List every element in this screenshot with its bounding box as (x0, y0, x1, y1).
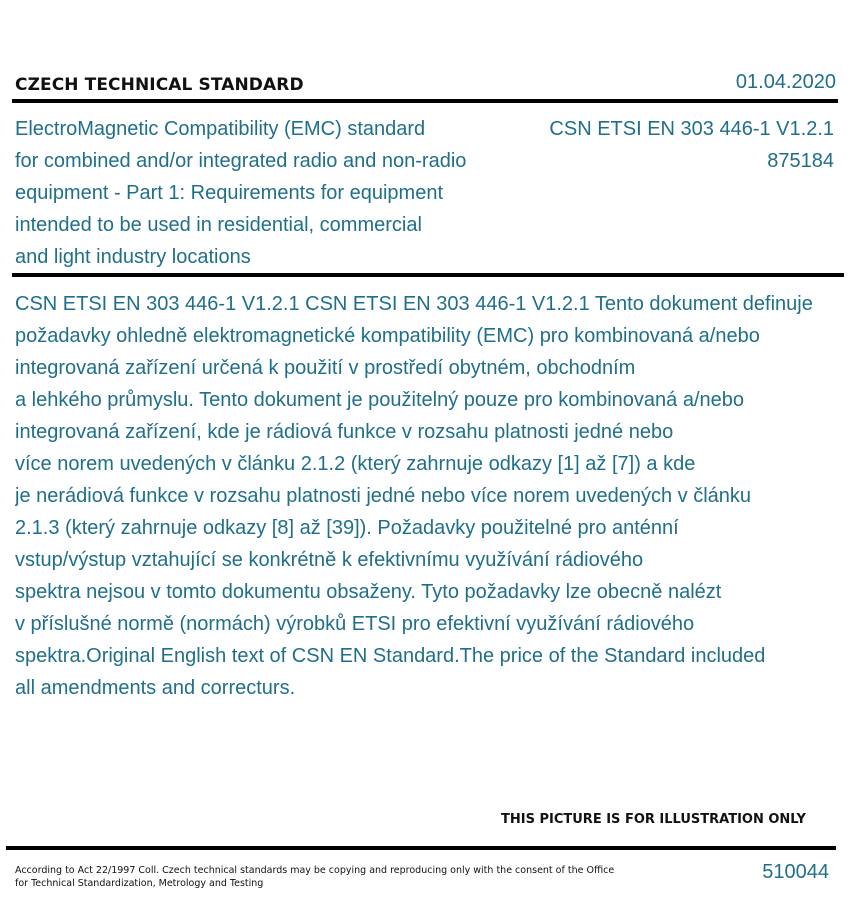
abstract-text (15, 288, 865, 704)
abstract-line: integrovaná zařízení určená k použití v prostředí obytném, obchodním (15, 357, 636, 379)
document-id: 510044 (762, 861, 829, 883)
legal-notice (15, 864, 615, 890)
abstract-line: požadavky ohledně elektromagnetické kompatibility (EMC) pro kombinovaná a/nebo (15, 325, 760, 347)
standard-code: CSN ETSI EN 303 446-1 V1.2.1 (549, 118, 834, 140)
standard-title-line: intended to be used in residential, commercial (15, 214, 422, 236)
standard-title (15, 113, 515, 273)
illustration-disclaimer: THIS PICTURE IS FOR ILLUSTRATION ONLY (501, 812, 806, 827)
standard-title-line: ElectroMagnetic Compatibility (EMC) standard (15, 118, 426, 140)
standard-identifiers (549, 113, 834, 177)
standard-title-line: and light industry locations (15, 246, 251, 268)
abstract-line: spektra.Original English text of CSN EN Standard.The price of the Standard included (15, 645, 766, 667)
standard-title-line: for combined and/or integrated radio and non-radio (15, 150, 467, 172)
abstract-line: all amendments and correcturs. (15, 677, 296, 699)
catalog-number: 875184 (767, 150, 834, 172)
legal-notice-line: According to Act 22/1997 Coll. Czech technical standards may be copying and reproducing only with the consent of the Office (15, 865, 615, 876)
publication-date: 01.04.2020 (735, 71, 836, 93)
abstract-line: v příslušné normě (normách) výrobků ETSI pro efektivní využívání rádiového (15, 613, 695, 635)
document-type-heading: CZECH TECHNICAL STANDARD (15, 75, 304, 95)
abstract-line: spektra nejsou v tomto dokumentu obsaženy. Tyto požadavky lze obecně nalézt (15, 581, 722, 603)
abstract-line: integrovaná zařízení, kde je rádiová funkce v rozsahu platnosti jedné nebo (15, 421, 674, 443)
abstract-line: více norem uvedených v článku 2.1.2 (který zahrnuje odkazy [1] až [7]) a kde (15, 453, 696, 475)
abstract-line: CSN ETSI EN 303 446-1 V1.2.1 CSN ETSI EN 303 446-1 V1.2.1 Tento dokument definuje (15, 293, 813, 315)
title-divider (12, 273, 844, 277)
standard-title-line: equipment - Part 1: Requirements for equipment (15, 182, 443, 204)
abstract-line: a lehkého průmyslu. Tento dokument je použitelný pouze pro kombinovaná a/nebo (15, 389, 744, 411)
abstract-line: 2.1.3 (který zahrnuje odkazy [8] až [39]). Požadavky použitelné pro anténní (15, 517, 679, 539)
abstract-line: je nerádiová funkce v rozsahu platnosti jedné nebo více norem uvedených v článku (15, 485, 752, 507)
footer-divider (6, 846, 836, 850)
legal-notice-line: for Technical Standardization, Metrology and Testing (15, 878, 264, 889)
abstract-line: vstup/výstup vztahující se konkrétně k efektivnímu využívání rádiového (15, 549, 644, 571)
header-divider (12, 99, 838, 103)
